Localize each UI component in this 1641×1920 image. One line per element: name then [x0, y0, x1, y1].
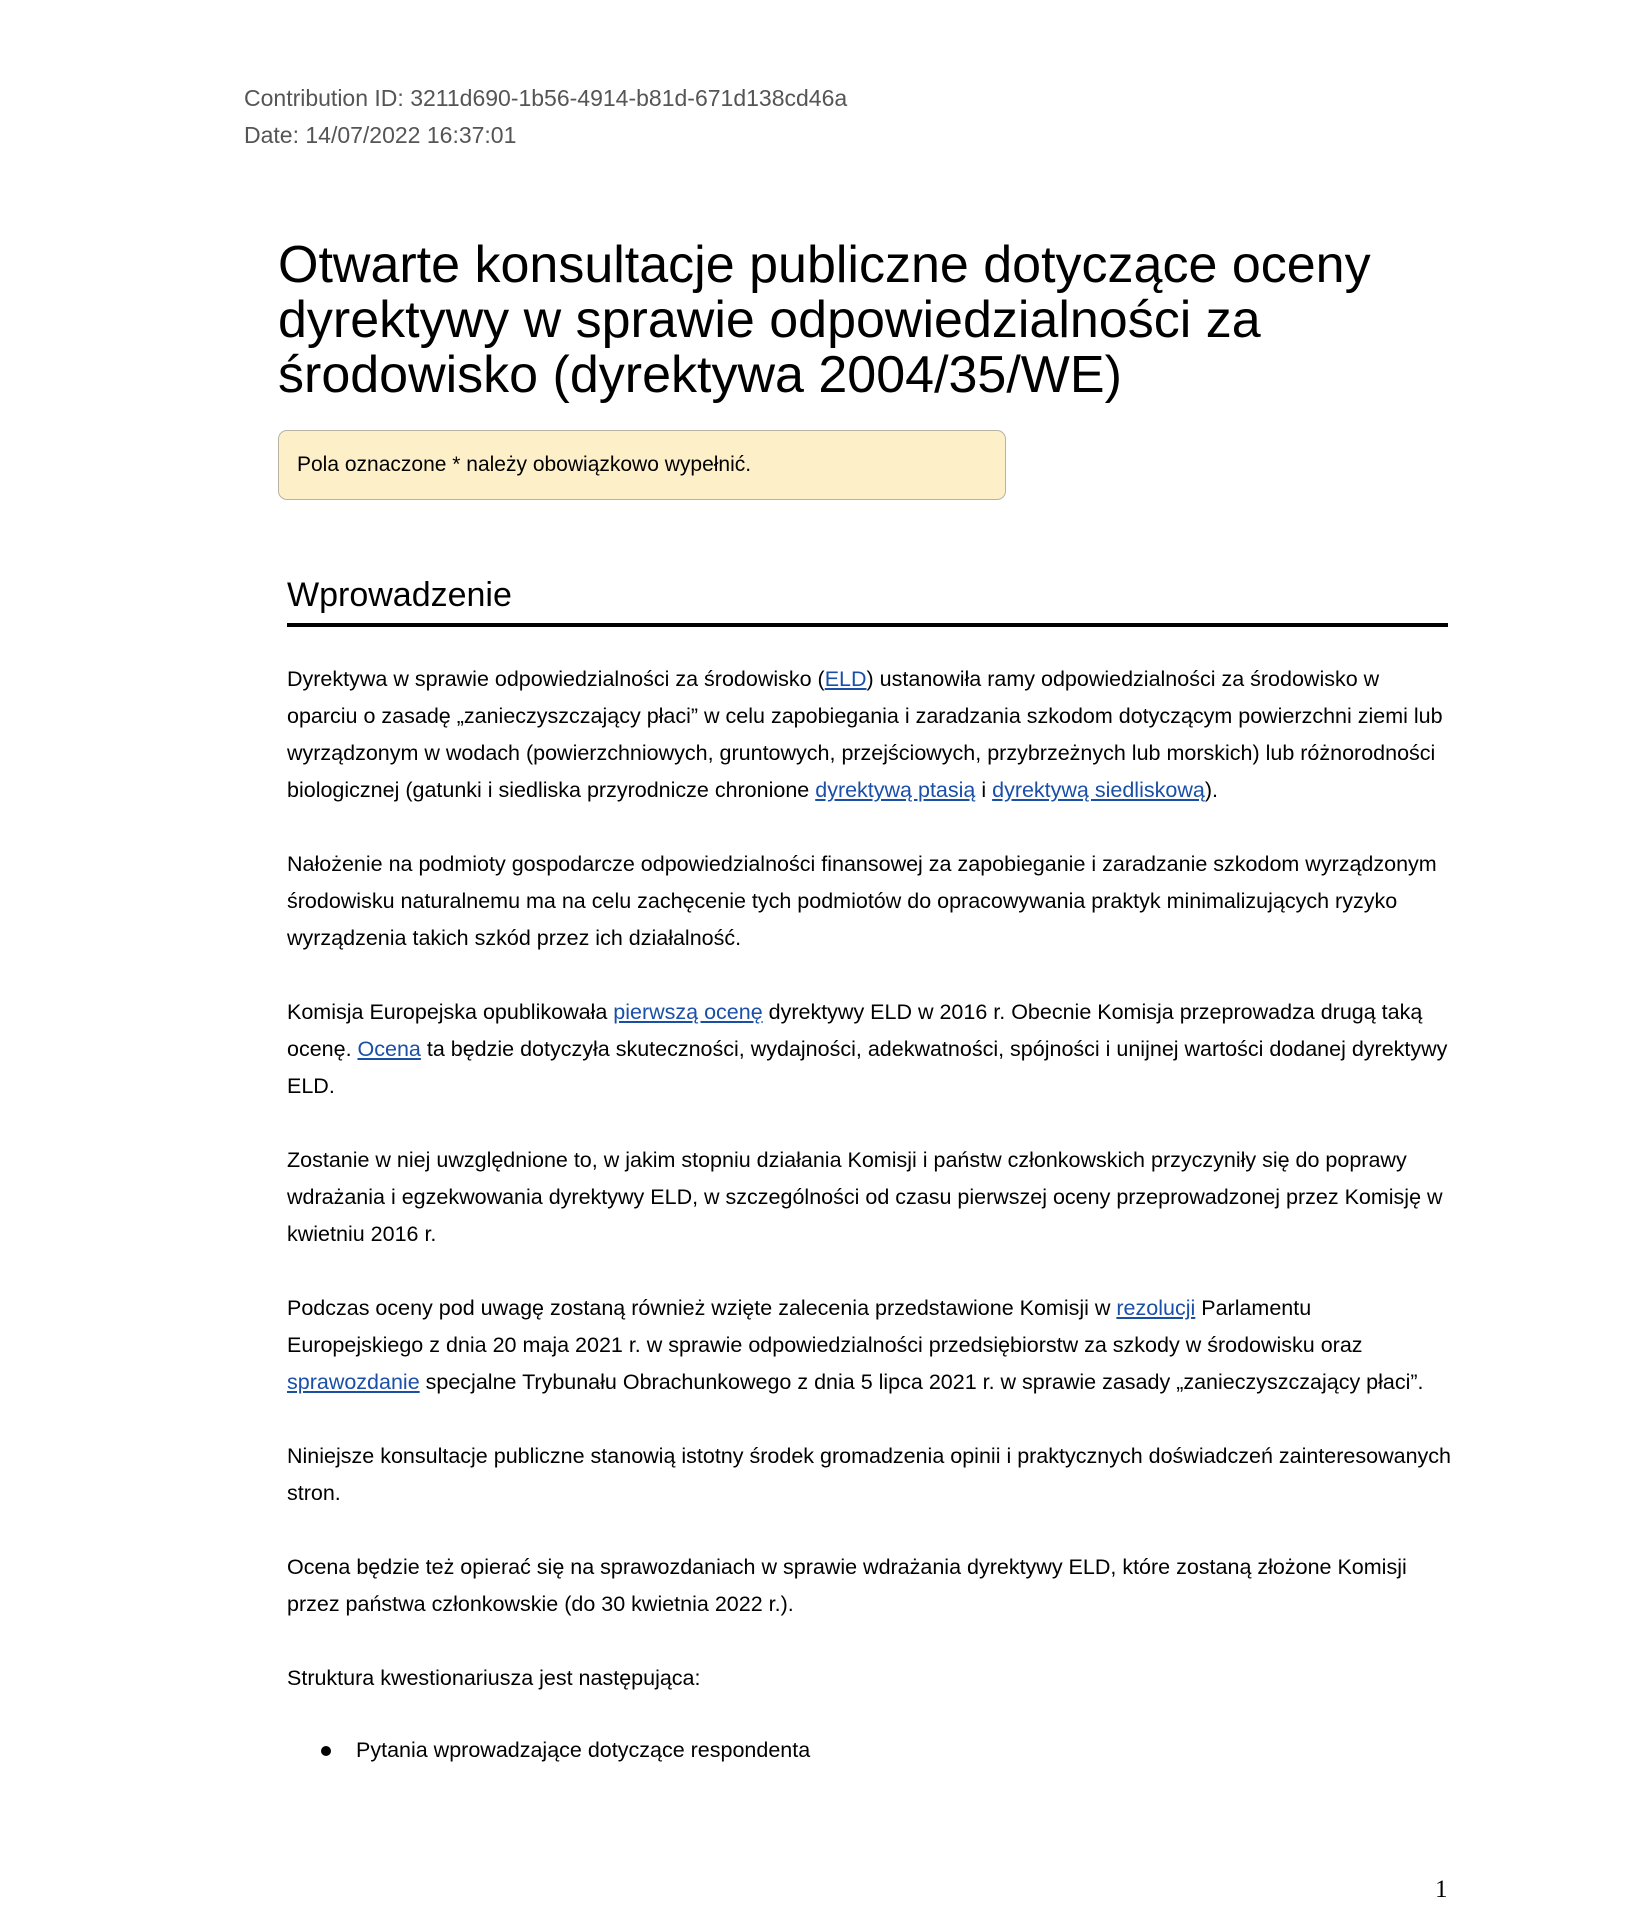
intro-paragraph-7: Ocena będzie też opierać się na sprawozdaniach w sprawie wdrażania dyrektywy ELD, które zostaną złożone Komisji przez państwa członkowskie (do 30 kwietnia 2022 r.).	[287, 1555, 1407, 1616]
page-title: Otwarte konsultacje publiczne dotyczące oceny dyrektywy w sprawie odpowiedzialności za środowisko (dyrektywa 2004/35/WE)	[278, 236, 1371, 404]
intro-paragraph-1	[287, 661, 1453, 809]
link-birds-directive[interactable]: dyrektywą ptasią	[815, 778, 976, 802]
intro-paragraph-5	[287, 1290, 1453, 1401]
contribution-date: Date: 14/07/2022 16:37:01	[244, 122, 517, 148]
link-report[interactable]: sprawozdanie	[287, 1370, 420, 1394]
list-item	[287, 1732, 1453, 1769]
intro-paragraph-6: Niniejsze konsultacje publiczne stanowią istotny środek gromadzenia opinii i praktycznych doświadczeń zainteresowanych stron.	[287, 1444, 1451, 1505]
link-eld[interactable]: ELD	[824, 667, 867, 691]
bullet-icon	[321, 1746, 331, 1756]
text-span: Podczas oceny pod uwagę zostaną również wzięte zalecenia przedstawione Komisji w	[287, 1296, 1117, 1320]
intro-paragraph-2: Nałożenie na podmioty gospodarcze odpowiedzialności finansowej za zapobieganie i zaradzanie szkodom wyrządzonym środowisku naturalnemu ma na celu zachęcenie tych podmiotów do opracowywania praktyk minimalizujących ryzyko wyrządzenia takich szkód przez ich działalność.	[287, 852, 1437, 950]
text-span: Dyrektywa w sprawie odpowiedzialności za środowisko (	[287, 667, 825, 691]
text-span: ) ustanowiła ramy odpowiedzialności za środowisko w oparciu o zasadę „zanieczyszczający płaci” w celu zapobiegania i zaradzania szkodom dotyczącym powierzchni ziemi lub wyrządzonym w wodach (powierzchniowych, gruntowych, przejściowych, przybrzeżnych lub morskich) lub różnorodności biologicznej (gatunki i siedliska przyrodnicze chronione	[287, 667, 1443, 802]
link-resolution[interactable]: rezolucji	[1116, 1296, 1196, 1320]
link-habitats-directive[interactable]: dyrektywą siedliskową	[992, 778, 1205, 802]
text-span: Komisja Europejska opublikowała	[287, 1000, 614, 1024]
link-first-evaluation[interactable]: pierwszą ocenę	[613, 1000, 763, 1024]
intro-paragraph-8: Struktura kwestionariusza jest następująca:	[287, 1666, 701, 1690]
link-evaluation[interactable]: Ocena	[357, 1037, 421, 1061]
text-span: ta będzie dotyczyła skuteczności, wydajności, adekwatności, spójności i unijnej wartości dodanej dyrektywy ELD.	[287, 1037, 1448, 1098]
text-span: dyrektywy ELD w 2016 r. Obecnie Komisja przeprowadza drugą taką ocenę.	[287, 1000, 1423, 1061]
contribution-meta	[244, 80, 847, 154]
text-span: i	[975, 778, 993, 802]
section-divider	[287, 623, 1448, 627]
contribution-id: Contribution ID: 3211d690-1b56-4914-b81d-671d138cd46a	[244, 85, 848, 111]
text-span: specjalne Trybunału Obrachunkowego z dnia 5 lipca 2021 r. w sprawie zasady „zanieczyszczający płaci”.	[419, 1370, 1424, 1394]
section-title-wprowadzenie: Wprowadzenie	[287, 576, 512, 614]
required-fields-notice: Pola oznaczone * należy obowiązkowo wypełnić.	[278, 430, 1006, 500]
section-content	[287, 661, 1453, 1769]
text-span: ).	[1204, 778, 1218, 802]
questionnaire-structure-list	[287, 1732, 1453, 1769]
intro-paragraph-4: Zostanie w niej uwzględnione to, w jakim stopniu działania Komisji i państw członkowskich przyczyniły się do poprawy wdrażania i egzekwowania dyrektywy ELD, w szczególności od czasu pierwszej oceny przeprowadzonej przez Komisję w kwietniu 2016 r.	[287, 1148, 1443, 1246]
text-span: Parlamentu Europejskiego z dnia 20 maja 2021 r. w sprawie odpowiedzialności przedsiębiorstw za szkody w środowisku oraz	[287, 1296, 1363, 1357]
list-item-label: Pytania wprowadzające dotyczące respondenta	[356, 1738, 811, 1762]
intro-paragraph-3	[287, 994, 1453, 1105]
page-number: 1	[1435, 1876, 1448, 1903]
